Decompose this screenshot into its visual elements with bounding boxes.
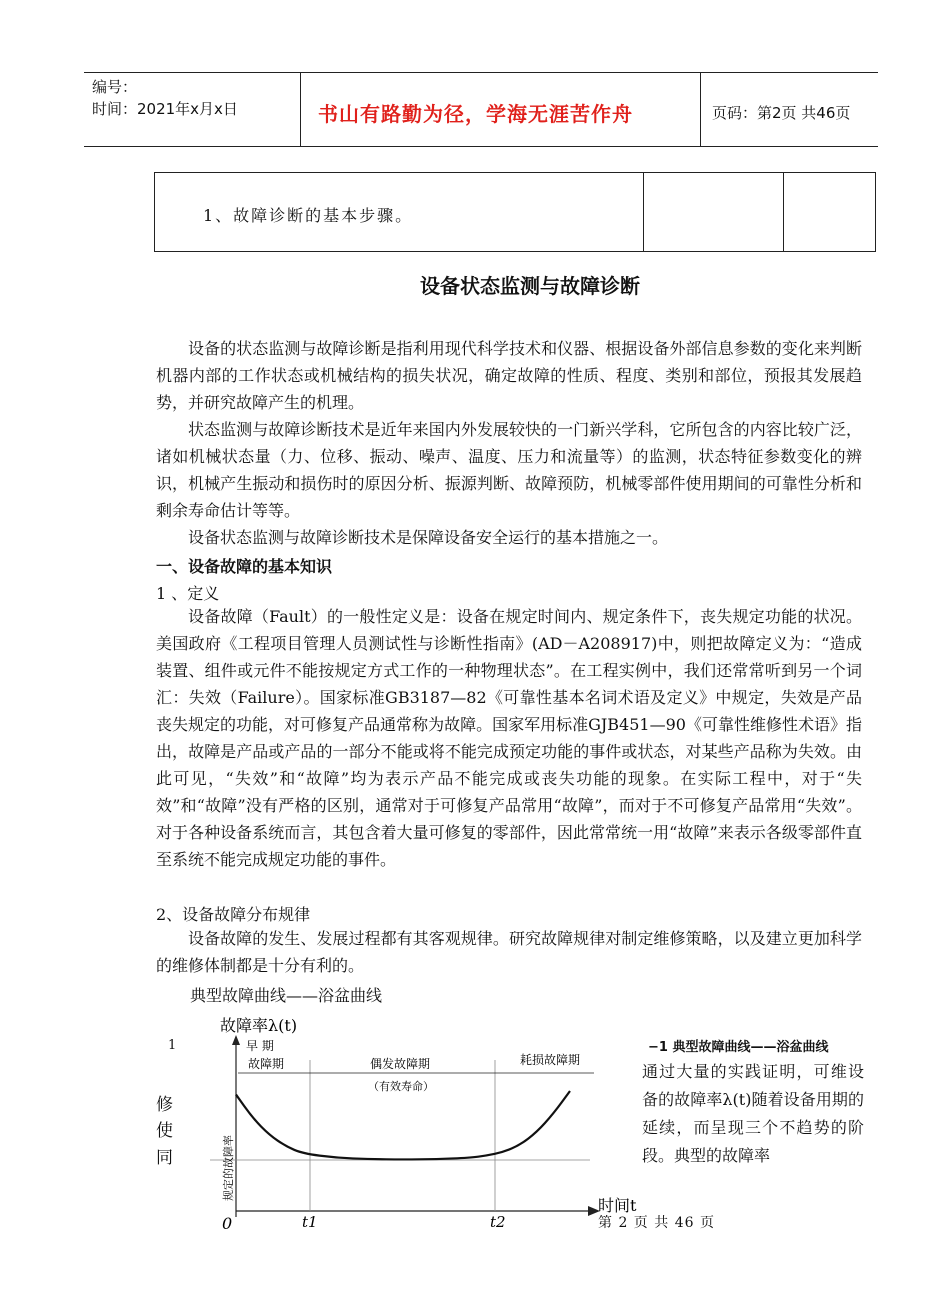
side-paragraph: 通过大量的实践证明，可维设备的故障率λ(t)随着设备用期的延续，而呈现三个不趋势的阶段。典型的故障率 — [642, 1062, 864, 1165]
header-motto: 书山有路勤为径，学海无涯苦作舟 — [318, 102, 633, 126]
section-heading-1: 一、设备故障的基本知识 — [156, 557, 333, 576]
footer-page-number: 第 2 页 共 46 页 — [598, 1215, 715, 1231]
x-axis-label: 时间t — [598, 1196, 637, 1215]
header-divider-right — [700, 72, 701, 147]
failure-rate-curve — [236, 1091, 570, 1159]
header-page-number: 页码：第2页 共46页 — [712, 104, 851, 122]
bathtub-chart — [150, 1005, 640, 1235]
y-axis-label: 故障率λ(t) — [220, 1016, 298, 1035]
definition-paragraph: 设备故障（Fault）的一般性定义是：设备在规定时间内、规定条件下，丧失规定功能的状况。美国政府《工程项目管理人员测试性与诊断性指南》(AD－A208917)中，则把故障定义为：“造成装置、组件或元件不能按规定方式工作的一种物理状态”。在工程实例中，我们还常常听到另一个词汇：失效（Failure）。国家标准GB3187—82《可靠性基本名词术语及定义》中规定，失效是产品丧失规定的功能，对可修复产品通常称为故障。国家军用标准GJB451—90《可靠性维修性术语》指出，故障是产品或产品的一部分不能或将不能完成预定功能的事件或状态，对某些产品称为失效。由此可见，“失效”和“故障”均为表示产品不能完成或丧失功能的现象。在实际工程中，对于“失效”和“故障”没有严格的区别，通常对于可修复产品常用“故障”，而对于不可修复产品常用“失效”。对于各种设备系统而言，其包含着大量可修复的零部件，因此常常统一用“故障”来表示各级零部件直至系统不能完成规定功能的事件。 — [156, 607, 862, 869]
phase3-label: 耗损故障期 — [520, 1053, 581, 1067]
table-column-divider — [643, 173, 644, 251]
reference-label: 规定的故障率 — [222, 1135, 235, 1201]
header-number: 编号： — [92, 78, 138, 96]
header-bottom-rule — [84, 146, 878, 147]
question-text: 1、故障诊断的基本步骤。 — [203, 206, 414, 225]
header-divider-left — [300, 72, 301, 147]
left-fragment-1: 1 — [168, 1038, 177, 1053]
left-fragment-3: 使 — [156, 1121, 173, 1141]
law-paragraph: 设备故障的发生、发展过程都有其客观规律。研究故障规律对制定维修策略，以及建立更加科学的维修体制都是十分有利的。 — [156, 929, 862, 975]
intro-paragraph-3: 设备状态监测与故障诊断技术是保障设备安全运行的基本措施之一。 — [188, 528, 669, 547]
x-tick-t2: t2 — [490, 1213, 506, 1231]
question-table — [154, 172, 876, 252]
left-fragment-4: 同 — [156, 1148, 173, 1168]
header-top-rule — [84, 72, 878, 73]
header-time: 时间：2021年x月x日 — [92, 100, 238, 118]
document-title-text: 设备状态监测与故障诊断 — [420, 274, 640, 298]
phase1-label-line1: 早 期 — [246, 1039, 274, 1053]
y-axis-arrow — [232, 1035, 240, 1045]
x-tick-t1: t1 — [302, 1213, 318, 1231]
document-title — [0, 270, 950, 299]
intro-paragraph-1: 设备的状态监测与故障诊断是指利用现代科学技术和仪器、根据设备外部信息参数的变化来判断机器内部的工作状态或机械结构的损失状况，确定故障的性质、程度、类别和部位，预报其发展趋势，并研究故障产生的机理。 — [156, 339, 862, 412]
curve-label: 典型故障曲线——浴盆曲线 — [190, 986, 383, 1005]
figure-caption: −1 典型故障曲线——浴盆曲线 — [648, 1040, 829, 1055]
header-meta — [92, 76, 238, 120]
phase1-label-line2: 故障期 — [248, 1057, 285, 1071]
intro-paragraph-2: 状态监测与故障诊断技术是近年来国内外发展较快的一门新兴学科，它所包含的内容比较广泛，诸如机械状态量（力、位移、振动、噪声、温度、压力和流量等）的监测，状态特征参数变化的辨识，机械产生振动和损伤时的原因分析、振源判断、故障预防，机械零部件使用期间的可靠性分析和剩余寿命估计等等。 — [156, 420, 862, 520]
table-column-divider — [783, 173, 784, 251]
phase2-label-line2: （有效寿命） — [368, 1080, 434, 1093]
x-tick-0: 0 — [222, 1214, 233, 1233]
phase2-label-line1: 偶发故障期 — [370, 1057, 431, 1071]
subsection-distribution: 2、设备故障分布规律 — [156, 905, 311, 924]
subsection-definition: 1 、定义 — [156, 584, 220, 603]
left-fragment-2: 修 — [156, 1095, 173, 1115]
